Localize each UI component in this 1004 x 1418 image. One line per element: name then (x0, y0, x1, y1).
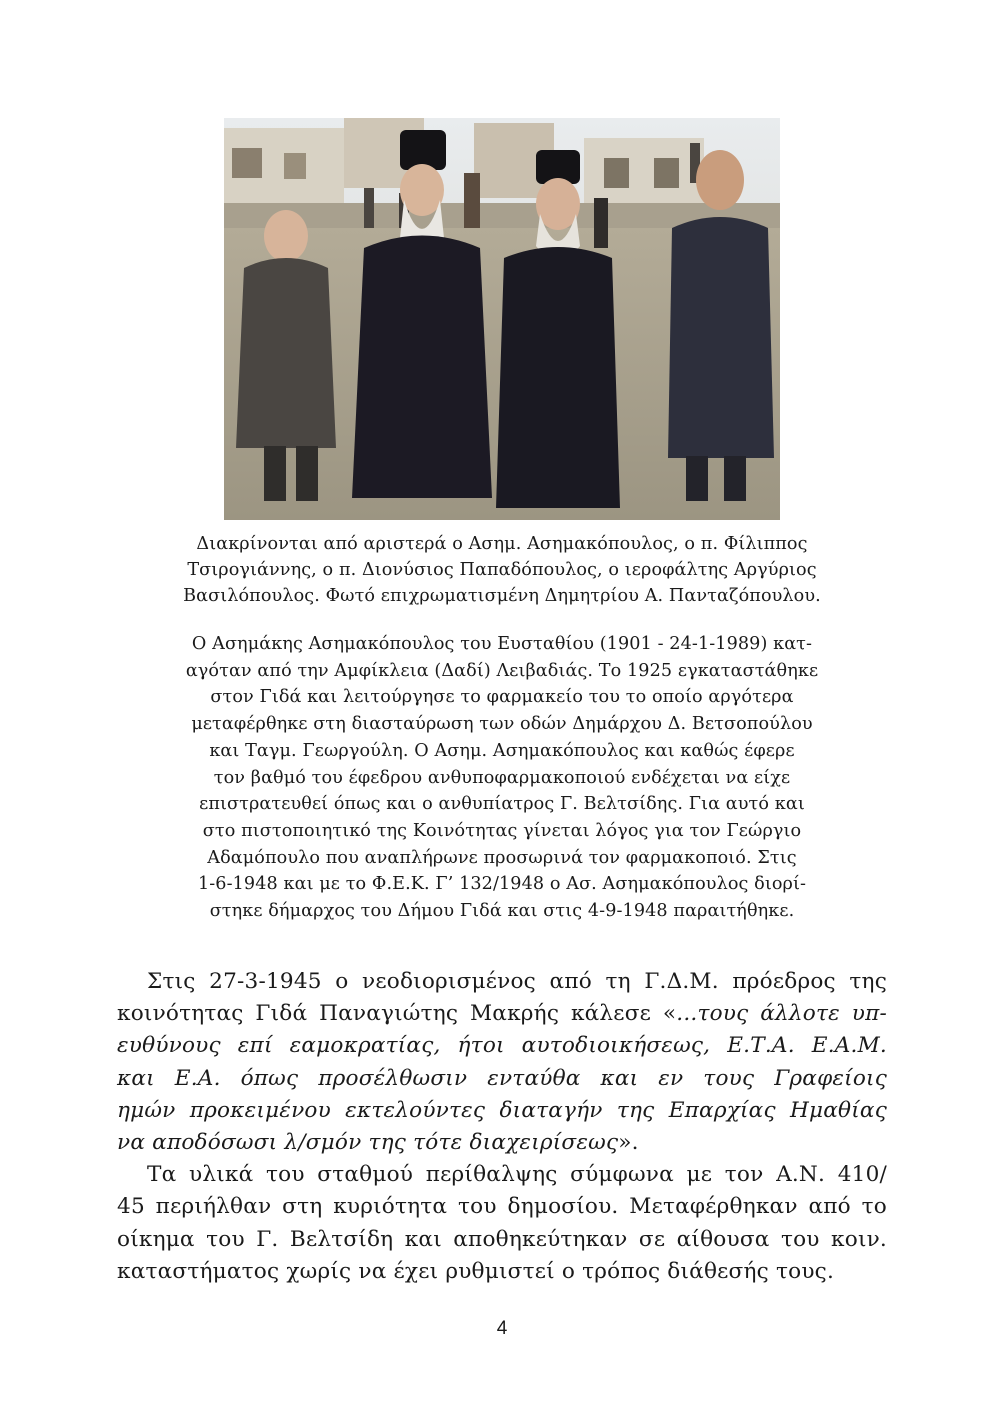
page-number: 4 (496, 1318, 508, 1339)
caption-line: Βασιλόπουλος. Φωτό επιχρωματισμένη Δημητρίου Α. Πανταζόπουλου. (183, 586, 821, 606)
paragraph-2-line: καταστήματος χωρίς να έχει ρυθμιστεί ο τρόπος διάθεσής τους. (117, 1258, 835, 1284)
paragraph-1-line (117, 1063, 887, 1095)
quoted-text: ημών προκειμένου εκτελούντες διαταγήν της Επαρχίας Ημαθίας (117, 1097, 887, 1123)
paragraph-1-line (117, 1127, 887, 1159)
quoted-text: και Ε.Α. όπως προσέλθωσιν ενταύθα και εν τους Γραφείοις (117, 1065, 887, 1091)
bio-line: στον Γιδά και λειτούργησε το φαρμακείο του το οποίο αργότερα (210, 687, 794, 708)
quoted-text: ...τους άλλοτε υπ- (676, 1001, 887, 1027)
bio-line: στο πιστοποιητικό της Κοινότητας γίνεται λόγος για τον Γεώργιο (202, 820, 802, 841)
paragraph-1-line (117, 1030, 887, 1062)
paragraph-2-line: οίκημα του Γ. Βελτσίδη και αποθηκεύτηκαν σε αίθουσα του κοιν. (117, 1226, 887, 1252)
bio-line: και Ταγμ. Γεωργούλη. Ο Ασημ. Ασημακόπουλος και καθώς έφερε (209, 740, 795, 761)
colorized-group-photo-icon (224, 118, 780, 520)
quoted-text: να αποδόσωσι λ/σμόν της τότε διαχειρίσεως (117, 1130, 619, 1156)
main-text (117, 966, 887, 1288)
paragraph-1-line: Στις 27-3-1945 ο νεοδιορισμένος από τη Γ.Δ.Μ. πρόεδρος της (147, 969, 887, 994)
bio-line: 1-6-1948 και με το Φ.Ε.Κ. Γ’ 132/1948 ο Ασ. Ασημακόπουλος διορί- (197, 874, 807, 895)
paragraph-1-line (117, 1095, 887, 1127)
biography-note (100, 631, 904, 925)
bio-line: στηκε δήμαρχος του Δήμου Γιδά και στις 4-9-1948 παραιτήθηκε. (209, 901, 795, 922)
paragraph-2-line: Τα υλικά του σταθμού περίθαλψης σύμφωνα με τον Α.Ν. 410/ (147, 1162, 887, 1188)
photo-caption (100, 531, 904, 609)
bio-line: τον βαθμό του έφεδρου ανθυποφαρμακοποιού ενδέχεται να είχε (213, 767, 791, 788)
bio-line: Αδαμόπουλο που αναπλήρωνε προσωρινά τον φαρμακοποιό. Στις (207, 847, 797, 868)
bio-line: Ο Ασημάκης Ασημακόπουλος του Ευσταθίου (1901 - 24-1-1989) κατ- (191, 634, 813, 654)
bio-line: αγόταν από την Αμφίκλεια (Δαδί) Λειβαδιάς. Το 1925 εγκαταστάθηκε (185, 660, 819, 681)
paragraph-2-line: 45 περιήλθαν στη κυριότητα του δημοσίου. Μεταφέρθηκαν από το (117, 1194, 887, 1220)
caption-line: Διακρίνονται από αριστερά ο Ασημ. Ασημακόπουλος, ο π. Φίλιππος (196, 534, 808, 554)
quoted-text: ευθύνους επί εαμοκρατίας, ήτοι αυτοδιοικήσεως, Ε.Τ.Α. Ε.Α.Μ. (117, 1033, 887, 1059)
caption-line: Τσιρογιάννης, ο π. Διονύσιος Παπαδόπουλος, ο ιεροφάλτης Αργύριος (187, 560, 817, 580)
bio-line: επιστρατευθεί όπως και ο ανθυπίατρος Γ. Βελτσίδης. Για αυτό και (199, 794, 805, 815)
plain-text: κοινότητας Γιδά Παναγιώτης Μακρής κάλεσε « (117, 1001, 677, 1027)
paragraph-1-line (117, 998, 887, 1030)
plain-text: ». (618, 1130, 639, 1156)
bio-line: μεταφέρθηκε στη διασταύρωση των οδών Δημάρχου Δ. Βετσοπούλου (191, 714, 813, 735)
group-photo (224, 118, 780, 520)
